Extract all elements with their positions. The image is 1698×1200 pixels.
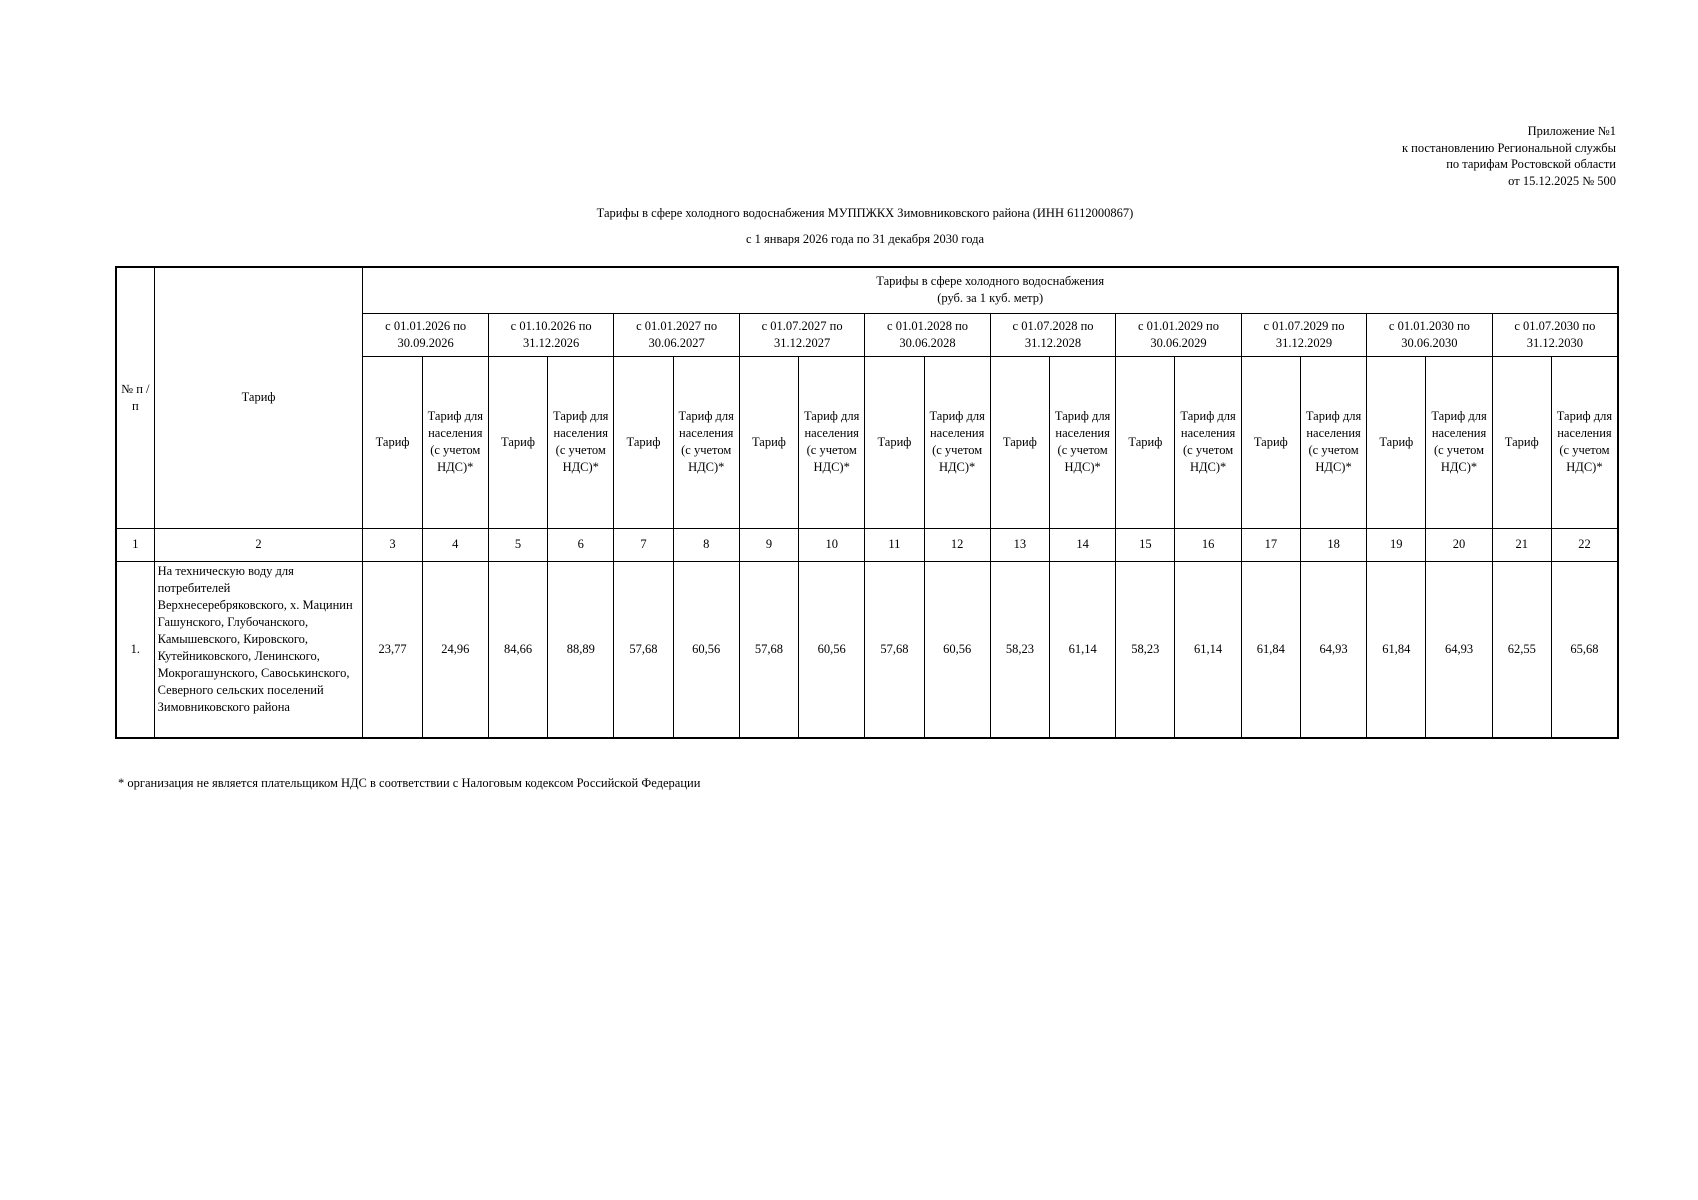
tariff-value: 88,89 (548, 561, 614, 738)
period-header: с 01.07.2027 по 31.12.2027 (739, 313, 864, 356)
column-number: 6 (548, 528, 614, 561)
tariff-value: 60,56 (673, 561, 739, 738)
column-number: 9 (739, 528, 798, 561)
subheader-population-tariff: Тариф для населения (с учетом НДС)* (1300, 356, 1366, 528)
appendix-line-2: к постановлению Региональной службы (1401, 140, 1616, 155)
document-subtitle: с 1 января 2026 года по 31 декабря 2030 года (745, 232, 984, 246)
period-header: с 01.07.2029 по 31.12.2029 (1241, 313, 1366, 356)
column-number: 5 (488, 528, 547, 561)
tariff-value: 60,56 (924, 561, 990, 738)
subheader-tariff: Тариф (865, 356, 924, 528)
subheader-tariff: Тариф (363, 356, 422, 528)
tariff-value: 60,56 (799, 561, 865, 738)
period-header: с 01.01.2027 по 30.06.2027 (614, 313, 739, 356)
column-number: 22 (1551, 528, 1618, 561)
column-number: 19 (1367, 528, 1426, 561)
subheader-population-tariff: Тариф для населения (с учетом НДС)* (924, 356, 990, 528)
subheader-tariff: Тариф (1367, 356, 1426, 528)
column-number: 21 (1492, 528, 1551, 561)
group-header (363, 267, 1618, 313)
column-number: 15 (1116, 528, 1175, 561)
subheader-population-tariff: Тариф для населения (с учетом НДС)* (1050, 356, 1116, 528)
tariff-value: 64,93 (1300, 561, 1366, 738)
subheader-population-tariff: Тариф для населения (с учетом НДС)* (1551, 356, 1618, 528)
appendix-line-1: Приложение №1 (1527, 124, 1616, 138)
column-number: 4 (422, 528, 488, 561)
tariff-value: 65,68 (1551, 561, 1618, 738)
appendix-header (1402, 123, 1616, 189)
column-number: 8 (673, 528, 739, 561)
column-header-number: № п /п (116, 267, 154, 528)
column-number: 12 (924, 528, 990, 561)
subheader-tariff: Тариф (1241, 356, 1300, 528)
appendix-line-4: от 15.12.2025 № 500 (1508, 173, 1616, 188)
subheader-population-tariff: Тариф для населения (с учетом НДС)* (1175, 356, 1241, 528)
subheader-tariff: Тариф (1116, 356, 1175, 528)
subheader-population-tariff: Тариф для населения (с учетом НДС)* (1426, 356, 1492, 528)
subheader-tariff: Тариф (739, 356, 798, 528)
column-number: 14 (1050, 528, 1116, 561)
tariff-value: 61,14 (1050, 561, 1116, 738)
subheader-tariff: Тариф (614, 356, 673, 528)
tariff-value: 62,55 (1492, 561, 1551, 738)
subheader-tariff: Тариф (990, 356, 1049, 528)
column-number: 18 (1300, 528, 1366, 561)
tariff-value: 57,68 (739, 561, 798, 738)
group-header-line-2: (руб. за 1 куб. метр) (937, 291, 1044, 306)
tariff-value: 61,84 (1367, 561, 1426, 738)
column-header-tariff: Тариф (154, 267, 363, 528)
period-header: с 01.07.2028 по 31.12.2028 (990, 313, 1115, 356)
column-number: 3 (363, 528, 422, 561)
tariff-value: 61,84 (1241, 561, 1300, 738)
column-number: 17 (1241, 528, 1300, 561)
tariff-value: 61,14 (1175, 561, 1241, 738)
column-number: 13 (990, 528, 1049, 561)
tariff-value: 84,66 (488, 561, 547, 738)
subheader-tariff: Тариф (488, 356, 547, 528)
column-number: 20 (1426, 528, 1492, 561)
period-header: с 01.01.2028 по 30.06.2028 (865, 313, 990, 356)
table-row (116, 561, 1618, 738)
column-number: 10 (799, 528, 865, 561)
tariff-value: 58,23 (990, 561, 1049, 738)
subheader-population-tariff: Тариф для населения (с учетом НДС)* (673, 356, 739, 528)
subheader-population-tariff: Тариф для населения (с учетом НДС)* (422, 356, 488, 528)
appendix-line-3: по тарифам Ростовской области (1446, 157, 1616, 171)
column-number: 7 (614, 528, 673, 561)
period-header: с 01.01.2026 по 30.09.2026 (363, 313, 488, 356)
period-header: с 01.01.2029 по 30.06.2029 (1116, 313, 1241, 356)
subheader-population-tariff: Тариф для населения (с учетом НДС)* (548, 356, 614, 528)
column-number: 11 (865, 528, 924, 561)
group-header-line-1: Тарифы в сфере холодного водоснабжения (876, 274, 1105, 289)
column-number: 1 (116, 528, 154, 561)
row-label: На техническую воду для потребителей Верхнесеребряковского, х. Мацинин Гашунского, Глубочанского, Камышевского, Кировского, Кутейниковского, Ленинского, Мокрогашунского, Савоськинского, Северного сельских поселений Зимовниковского района (154, 561, 363, 738)
tariff-value: 64,93 (1426, 561, 1492, 738)
subheader-tariff: Тариф (1492, 356, 1551, 528)
column-number: 2 (154, 528, 363, 561)
period-header: с 01.10.2026 по 31.12.2026 (488, 313, 613, 356)
tariff-value: 24,96 (422, 561, 488, 738)
row-number: 1. (116, 561, 154, 738)
period-header: с 01.07.2030 по 31.12.2030 (1492, 313, 1618, 356)
footnote: * организация не является плательщиком НДС в соответствии с Налоговым кодексом Российской Федерации (118, 776, 701, 790)
tariff-value: 23,77 (363, 561, 422, 738)
column-number: 16 (1175, 528, 1241, 561)
tariff-value: 58,23 (1116, 561, 1175, 738)
tariff-table (115, 266, 1619, 739)
document-title: Тарифы в сфере холодного водоснабжения МУППЖКХ Зимовниковского района (ИНН 6112000867) (596, 206, 1134, 220)
subheader-population-tariff: Тариф для населения (с учетом НДС)* (799, 356, 865, 528)
tariff-value: 57,68 (614, 561, 673, 738)
tariff-value: 57,68 (865, 561, 924, 738)
period-header: с 01.01.2030 по 30.06.2030 (1367, 313, 1492, 356)
